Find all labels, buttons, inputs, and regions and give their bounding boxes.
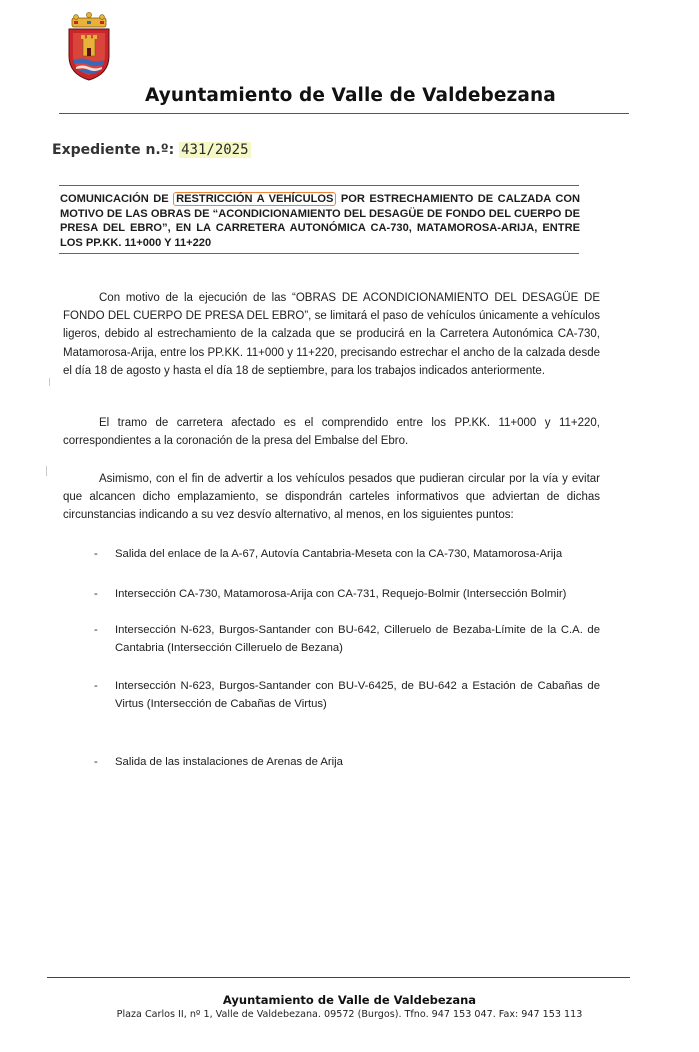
footer-divider xyxy=(47,977,630,978)
list-item-text: Intersección CA-730, Matamorosa-Arija con CA-731, Requejo-Bolmir (Intersección Bolmir) xyxy=(115,588,567,600)
paragraph xyxy=(63,470,600,525)
footer-address: Plaza Carlos II, nº 1, Valle de Valdebezana. 09572 (Burgos). Tfno. 947 153 047. Fax: 947 153 113 xyxy=(116,1009,583,1020)
scan-mark xyxy=(46,466,47,476)
paragraph-text: Con motivo de la ejecución de las “OBRAS DE ACONDICIONAMIENTO DEL DESAGÜE DE FONDO DEL CUERPO DE PRESA DEL EBRO”, se limitará el paso de vehículos únicamente a vehículos ligeros, debido al estrechamiento de la calzada que se producirá en la Carretera Autonómica CA-730, Matamorosa-Arija, entre los PP.KK. 11+000 y 11+220, precisando estrechar el ancho de la calzada desde el día 18 de agosto y hasta el día 18 de septiembre, para los trabajos indicados anteriormente. xyxy=(63,292,600,377)
list-item-text: Salida de las instalaciones de Arenas de Arija xyxy=(115,756,343,768)
page-title: Ayuntamiento de Valle de Valdebezana xyxy=(145,85,556,106)
paragraph-text: Asimismo, con el fin de advertir a los vehículos pesados que pudieran circular por la vía y evitar que alcancen dicho emplazamiento, se dispondrán carteles informativos que adviertan de dichas circunstancias indicando a su vez desvío alternativo, al menos, en los siguientes puntos: xyxy=(63,473,600,522)
subject-top-rule xyxy=(59,185,579,186)
expediente-line xyxy=(52,142,251,158)
list-item-text: Intersección N-623, Burgos-Santander con BU-V-6425, de BU-642 a Estación de Cabañas de Virtus (Intersección de Cabañas de Virtus) xyxy=(115,680,600,710)
list-item xyxy=(90,622,600,657)
paragraph xyxy=(63,289,600,380)
list-item-text: Salida del enlace de la A-67, Autovía Cantabria-Meseta con la CA-730, Matamorosa-Arija xyxy=(115,548,563,560)
bullet-marker: - xyxy=(94,624,98,636)
list-item-text: Intersección N-623, Burgos-Santander con BU-642, Cilleruelo de Bezaba-Límite de la C.A. de Cantabria (Intersección Cilleruelo de Bezana) xyxy=(115,624,600,654)
paragraph-text: El tramo de carretera afectado es el comprendido entre los PP.KK. 11+000 y 11+220, correspondientes a la coronación de la presa del Embalse del Ebro. xyxy=(63,417,600,448)
subject-highlight: RESTRICCIÓN A VEHÍCULOS xyxy=(173,192,336,206)
expediente-label: Expediente n.º: xyxy=(52,142,175,158)
subject-prefix: COMUNICACIÓN DE xyxy=(60,193,174,205)
bullet-marker: - xyxy=(94,548,98,560)
subject-bottom-rule xyxy=(59,253,579,254)
scan-mark xyxy=(49,378,50,386)
bullet-marker: - xyxy=(94,680,98,692)
expediente-number: 431/2025 xyxy=(181,142,249,158)
subject-rest: POR ESTRECHAMIENTO DE CALZADA CON MOTIVO DE LAS OBRAS DE “ACONDICIONAMIENTO DEL DESAGÜE DE FONDO DEL CUERPO DE PRESA DEL EBRO”, EN LA CARRETERA AUTONÓMICA CA-730, MATAMOROSA-ARIJA, ENTRE LOS PP.KK. 11+000 Y 11+220 xyxy=(60,193,580,249)
footer-title: Ayuntamiento de Valle de Valdebezana xyxy=(222,993,477,1007)
list-item xyxy=(90,546,600,564)
bullet-marker: - xyxy=(94,588,98,600)
header-divider xyxy=(59,113,629,114)
list-item xyxy=(90,678,600,713)
list-item xyxy=(90,586,600,604)
coat-of-arms-icon xyxy=(64,12,114,82)
bullet-marker: - xyxy=(94,756,98,768)
list-item xyxy=(90,754,600,772)
subject-heading xyxy=(60,192,580,250)
paragraph xyxy=(63,414,600,450)
